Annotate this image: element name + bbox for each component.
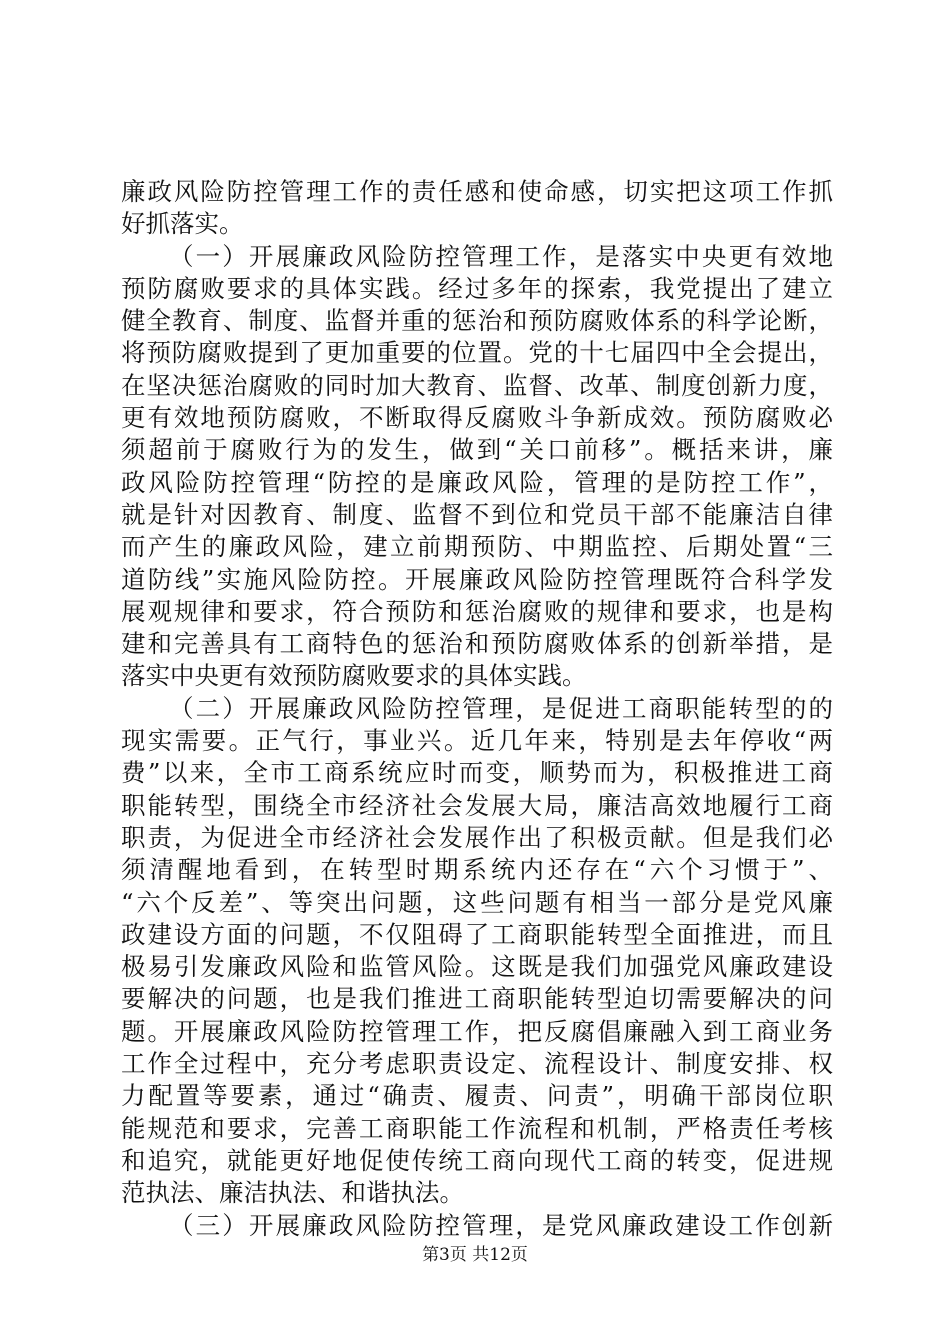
page-footer bbox=[0, 1244, 950, 1266]
text-line: 道防线”实施风险防控。开展廉政风险防控管理既符合科学发 bbox=[121, 564, 833, 594]
text-line: 能规范和要求，完善工商职能工作流程和机制，严格责任考核 bbox=[121, 1113, 833, 1143]
page-number: 第3页 共12页 bbox=[422, 1245, 528, 1265]
paragraph-start-line: （三）开展廉政风险防控管理，是党风廉政建设工作创新 bbox=[169, 1210, 833, 1240]
text-line: 廉政风险防控管理工作的责任感和使命感，切实把这项工作抓 bbox=[121, 177, 833, 206]
paragraph-start-line: （二）开展廉政风险防控管理，是促进工商职能转型的的 bbox=[169, 693, 833, 723]
text-line: 政建设方面的问题，不仅阻碍了工商职能转型全面推进，而且 bbox=[121, 919, 833, 949]
paragraph-start-line: （一）开展廉政风险防控管理工作，是落实中央更有效地 bbox=[169, 241, 833, 271]
text-line: 在坚决惩治腐败的同时加大教育、监督、改革、制度创新力度， bbox=[121, 370, 833, 400]
text-line: 题。开展廉政风险防控管理工作，把反腐倡廉融入到工商业务 bbox=[121, 1016, 833, 1046]
text-line: 和追究，就能更好地促使传统工商向现代工商的转变，促进规 bbox=[121, 1145, 833, 1175]
text-line: 费”以来，全市工商系统应时而变，顺势而为，积极推进工商 bbox=[121, 758, 833, 788]
text-line: “六个反差”、等突出问题，这些问题有相当一部分是党风廉 bbox=[121, 887, 833, 917]
text-line: 将预防腐败提到了更加重要的位置。党的十七届四中全会提出， bbox=[121, 338, 833, 368]
document-body bbox=[121, 176, 833, 1242]
text-line: 须超前于腐败行为的发生，做到“关口前移”。概括来讲，廉 bbox=[121, 435, 833, 465]
text-line: 更有效地预防腐败，不断取得反腐败斗争新成效。预防腐败必 bbox=[121, 403, 833, 433]
text-line: 预防腐败要求的具体实践。经过多年的探索，我党提出了建立 bbox=[121, 273, 833, 303]
text-line: 职责，为促进全市经济社会发展作出了积极贡献。但是我们必 bbox=[121, 822, 833, 852]
text-line: 范执法、廉洁执法、和谐执法。 bbox=[121, 1178, 464, 1208]
text-line: 展观规律和要求，符合预防和惩治腐败的规律和要求，也是构 bbox=[121, 596, 833, 626]
text-line: 好抓落实。 bbox=[121, 209, 244, 239]
text-line: 现实需要。正气行，事业兴。近几年来，特别是去年停收“两 bbox=[121, 726, 833, 756]
text-line: 工作全过程中，充分考虑职责设定、流程设计、制度安排、权 bbox=[121, 1049, 833, 1079]
text-line: 建和完善具有工商特色的惩治和预防腐败体系的创新举措，是 bbox=[121, 629, 833, 659]
text-line: 落实中央更有效预防腐败要求的具体实践。 bbox=[121, 661, 587, 691]
text-line: 职能转型，围绕全市经济社会发展大局，廉洁高效地履行工商 bbox=[121, 790, 833, 820]
text-line: 极易引发廉政风险和监管风险。这既是我们加强党风廉政建设 bbox=[121, 952, 833, 982]
text-line: 力配置等要素，通过“确责、履责、问责”，明确干部岗位职 bbox=[121, 1081, 833, 1111]
text-line: 要解决的问题，也是我们推进工商职能转型迫切需要解决的问 bbox=[121, 984, 833, 1014]
text-line: 须清醒地看到，在转型时期系统内还存在“六个习惯于”、 bbox=[121, 855, 833, 885]
text-line: 政风险防控管理“防控的是廉政风险，管理的是防控工作”， bbox=[121, 467, 833, 497]
text-line: 就是针对因教育、制度、监督不到位和党员干部不能廉洁自律 bbox=[121, 499, 833, 529]
text-line: 健全教育、制度、监督并重的惩治和预防腐败体系的科学论断， bbox=[121, 306, 833, 336]
text-line: 而产生的廉政风险，建立前期预防、中期监控、后期处置“三 bbox=[121, 532, 833, 562]
